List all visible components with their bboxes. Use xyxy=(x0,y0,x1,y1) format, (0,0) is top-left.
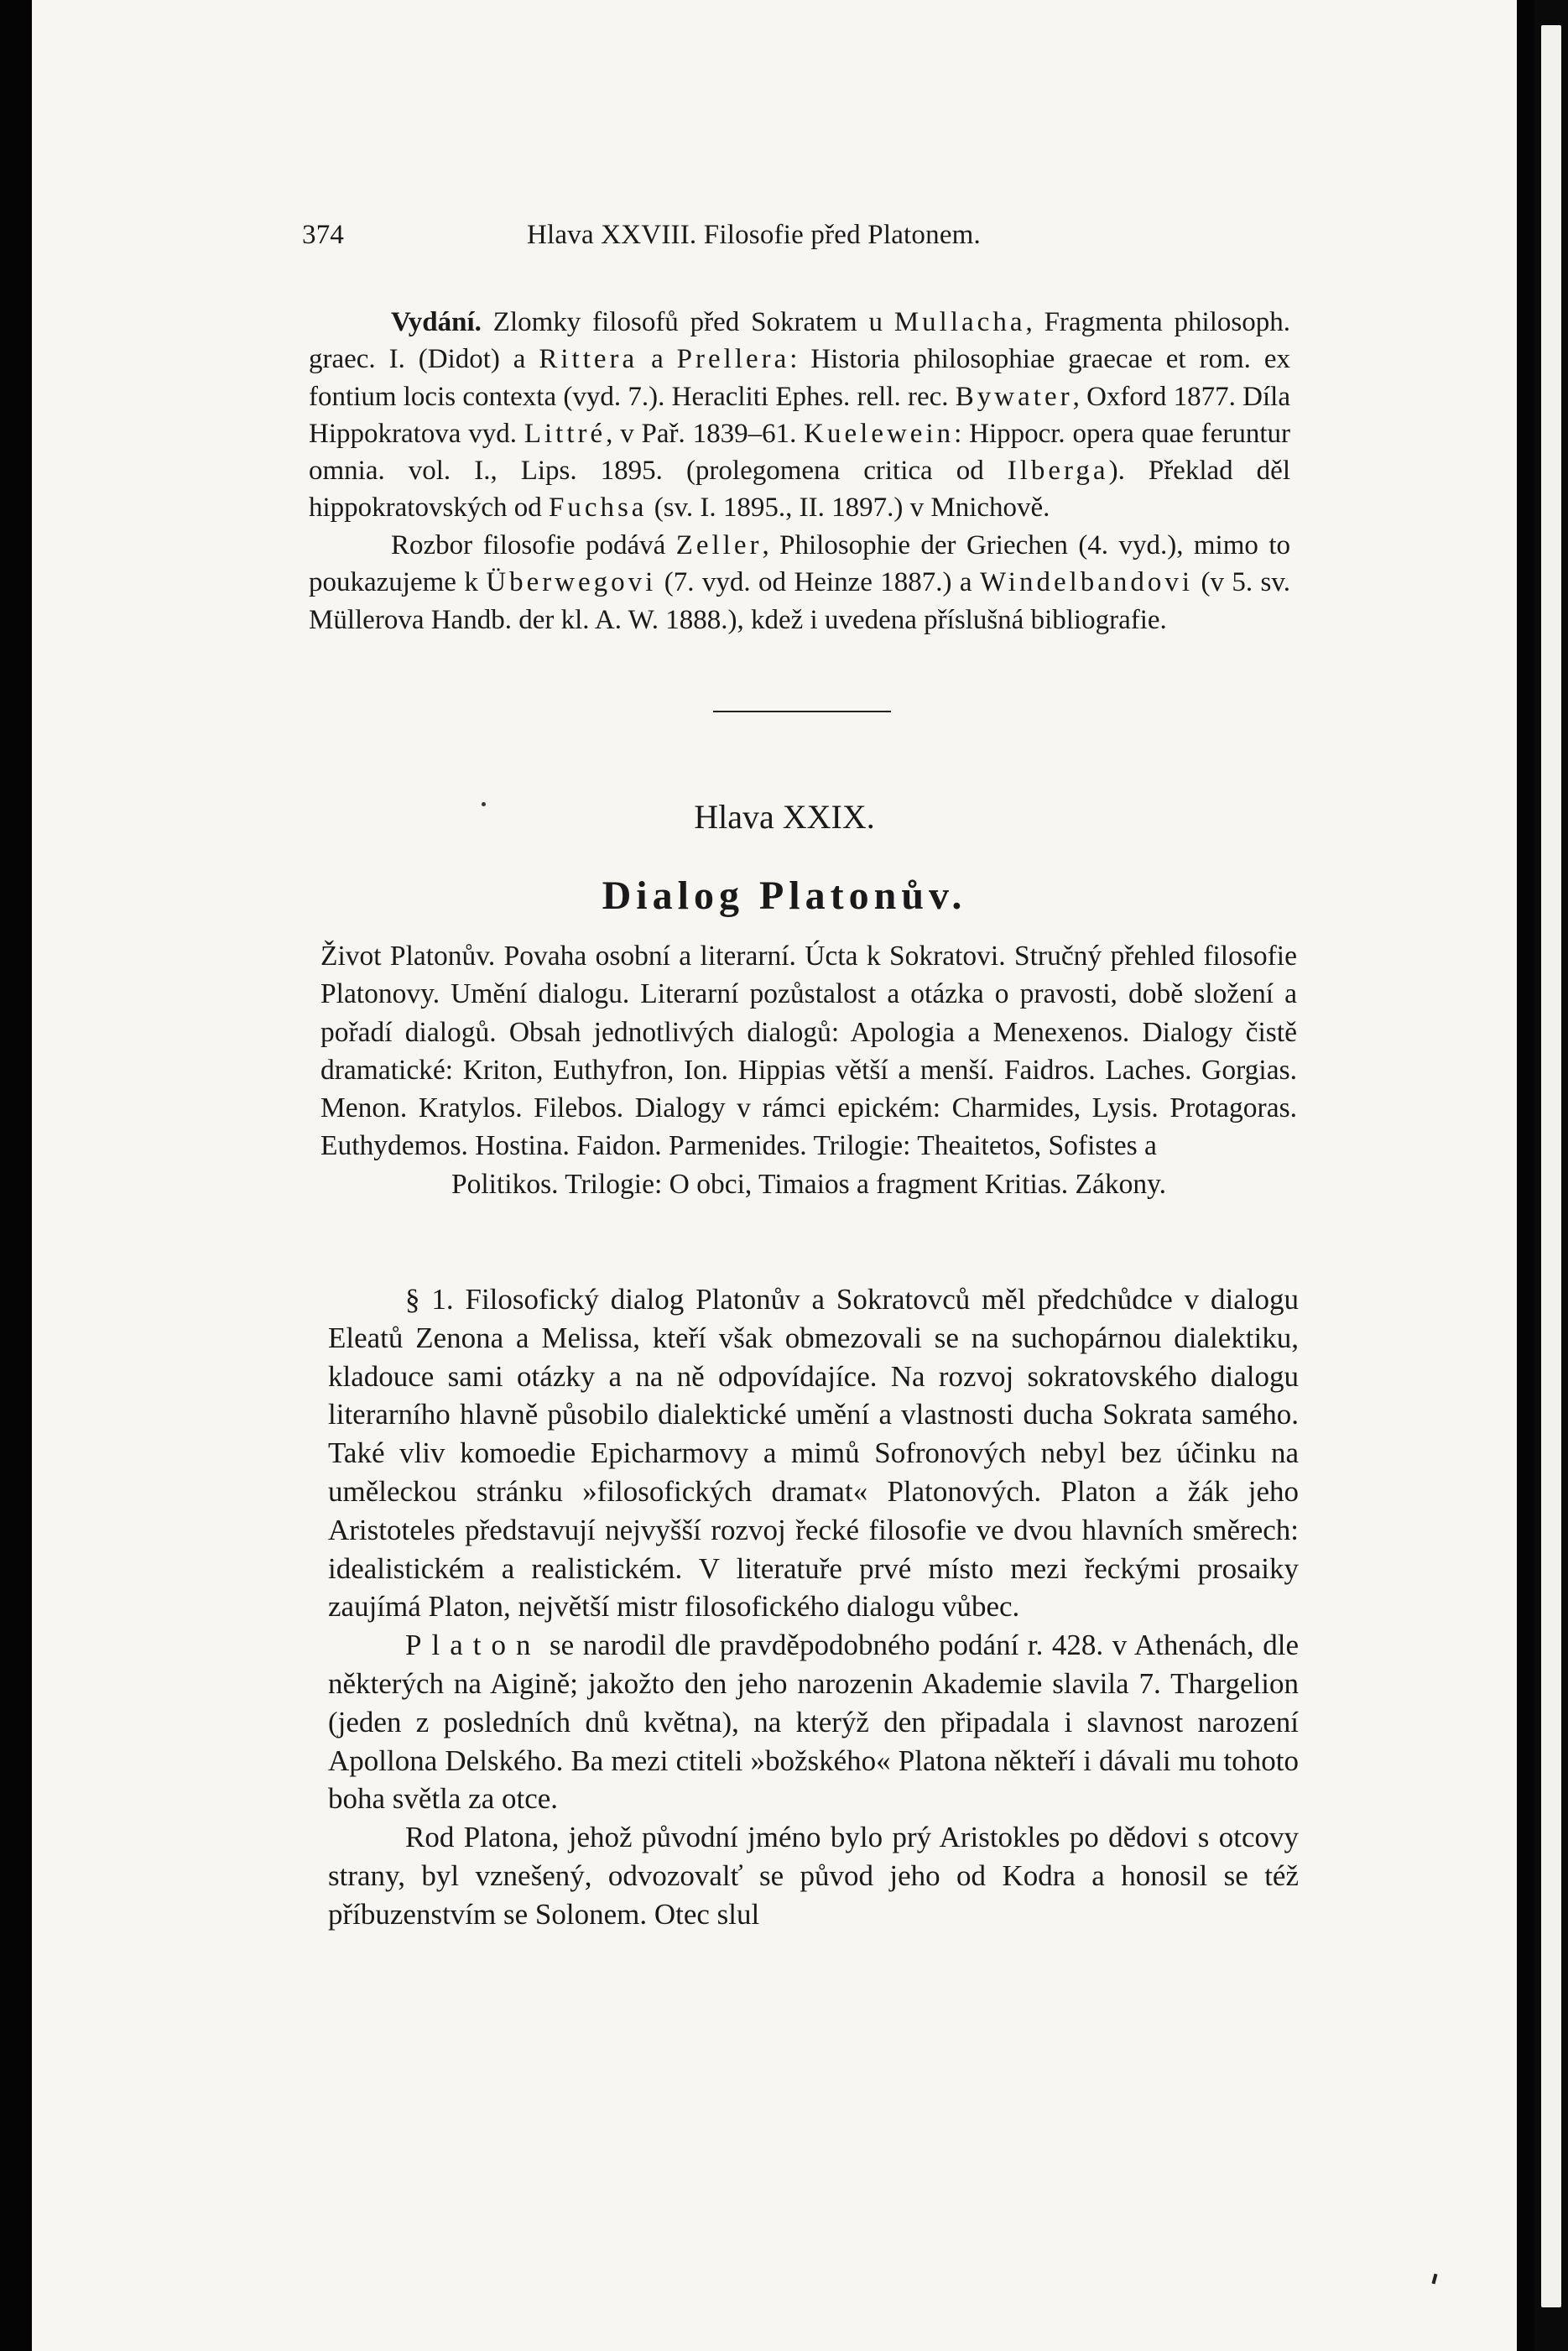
paragraph-2 xyxy=(328,1626,1299,1818)
section-divider xyxy=(713,711,891,712)
editions-text: ). Překlad děl hippokratovských od xyxy=(309,456,1290,524)
chapter-label: Hlava XXIX. xyxy=(694,798,875,836)
summary-last-line: Politikos. Trilogie: O obci, Timaios a fragment Kritias. Zákony. xyxy=(451,1168,1167,1200)
editions-text: , Oxford 1877. Díla Hippokratova vyd. xyxy=(309,381,1290,449)
author-name: Mullacha xyxy=(893,307,1026,337)
editions-text: (sv. I. 1895., II. 1897.) v Mnichově. xyxy=(647,493,1050,524)
next-page-strip xyxy=(1541,25,1561,2307)
chapter-summary xyxy=(320,937,1297,1203)
editions-text: : Hippocr. opera quae feruntur omnia. vol. I., Lips. 1895. (prolegomena critica od xyxy=(309,418,1290,487)
paragraph-1: § 1. Filosofický dialog Platonův a Sokratovců měl předchůdce v dialogu Eleatů Zenona a Melissa, kteří však obmezovali se na suchopárnou dialektiku, kladouce sami otázky a na ně odpovídajíce. Na rozvoj sokratovského dialogu literarního hlavně působilo dialektické umění a vlastnosti ducha Sokrata samého. Také vliv komoedie Epicharmovy a mimů Sofronových nebyl bez účinku na uměleckou stránku »filosofických dramat« Platonových. Platon a žák jeho Aristoteles představují nejvyšší rozvoj řecké filosofie ve dvou hlavních směrech: idealistickém a realistickém. V literatuře prvé místo mezi řeckými prosaiky zaujímá Platon, největší mistr filosofického dialogu vůbec. xyxy=(328,1283,1299,1624)
next-page-edge xyxy=(1534,0,1568,2351)
editions-text: : Historia philosophiae graecae et rom. ex fontium locis contexta (vyd. 7.). Heracliti Ephes. rell. rec. xyxy=(309,344,1290,412)
analysis-note xyxy=(309,527,1290,639)
summary-text: Život Platonův. Povaha osobní a literarní. Úcta k Sokratovi. Stručný přehled filosofie Platonovy. Umění dialogu. Literarní pozůstalost a otázka o pravosti, době složení a pořadí dialogů. Obsah jednotlivých dialogů: Apologia a Menexenos. Dialogy čistě dramatické: Kriton, Euthyfron, Ion. Hippias větší a menší. Faidros. Laches. Gorgias. Menon. Kratylos. Filebos. Dialogy v rámci epickém: Charmides, Lysis. Protagoras. Euthydemos. Hostina. Faidon. Parmenides. Trilogie: Theaitetos, Sofistes a xyxy=(320,941,1297,1162)
paragraph-2-text: se narodil dle pravděpodobného podání r. 428. v Athenách, dle některých na Aigině; jakožto den jeho narozenin Akademie slavila 7. Thargelion (jeden z posledních dnů května), na kterýž den připadala i slavnost narození Apollona Delského. Ba mezi ctiteli »božského« Platona někteří i dávali mu tohoto boha světla za otce. xyxy=(328,1629,1299,1816)
author-name: Windelbandovi xyxy=(979,567,1194,598)
body-text xyxy=(328,1280,1299,1934)
chapter-title: Dialog Platonův. xyxy=(602,873,967,918)
editions-text: , Fragmenta philosoph. graec. I. (Didot) a xyxy=(309,307,1290,375)
author-name: Bywater xyxy=(955,381,1073,412)
analysis-text: , Philosophie der Griechen (4. vyd.), mimo to poukazujeme k xyxy=(309,530,1290,598)
author-name: Zeller xyxy=(675,530,763,560)
running-title: Hlava XXVIII. Filosofie před Platonem. xyxy=(527,220,981,250)
editions-text: a xyxy=(638,344,677,375)
author-name: Ilberga xyxy=(1007,456,1109,487)
editions-text: , v Pař. 1839–61. xyxy=(606,418,805,449)
author-name: Littré xyxy=(524,418,607,449)
author-name: Kuelewein xyxy=(804,418,955,449)
analysis-text: (7. vyd. od Heinze 1887.) a xyxy=(656,567,980,598)
author-name: Fuchsa xyxy=(548,493,648,524)
paragraph-3: Rod Platona, jehož původní jméno bylo prý Aristokles po dědovi s otcovy strany, byl vznešený, odvozovalť se původ jeho od Kodra a honosil se též příbuzenstvím se Solonem. Otec slul xyxy=(328,1821,1299,1931)
analysis-text: Rozbor filosofie podává xyxy=(391,530,676,560)
author-name: Prellera xyxy=(676,344,790,375)
editions-note xyxy=(309,304,1290,527)
name-platon: Platon xyxy=(405,1629,541,1662)
analysis-text: (v 5. sv. Müllerova Handb. der kl. A. W. 1888.), kdež i uvedena příslušná bibliografie. xyxy=(309,567,1290,635)
author-name: Überwegovi xyxy=(486,567,657,598)
editions-label: Vydání. xyxy=(391,307,482,337)
author-name: Rittera xyxy=(539,344,638,375)
editions-text: Zlomky filosofů před Sokratem u xyxy=(481,307,894,337)
page-number: 374 xyxy=(302,220,345,250)
